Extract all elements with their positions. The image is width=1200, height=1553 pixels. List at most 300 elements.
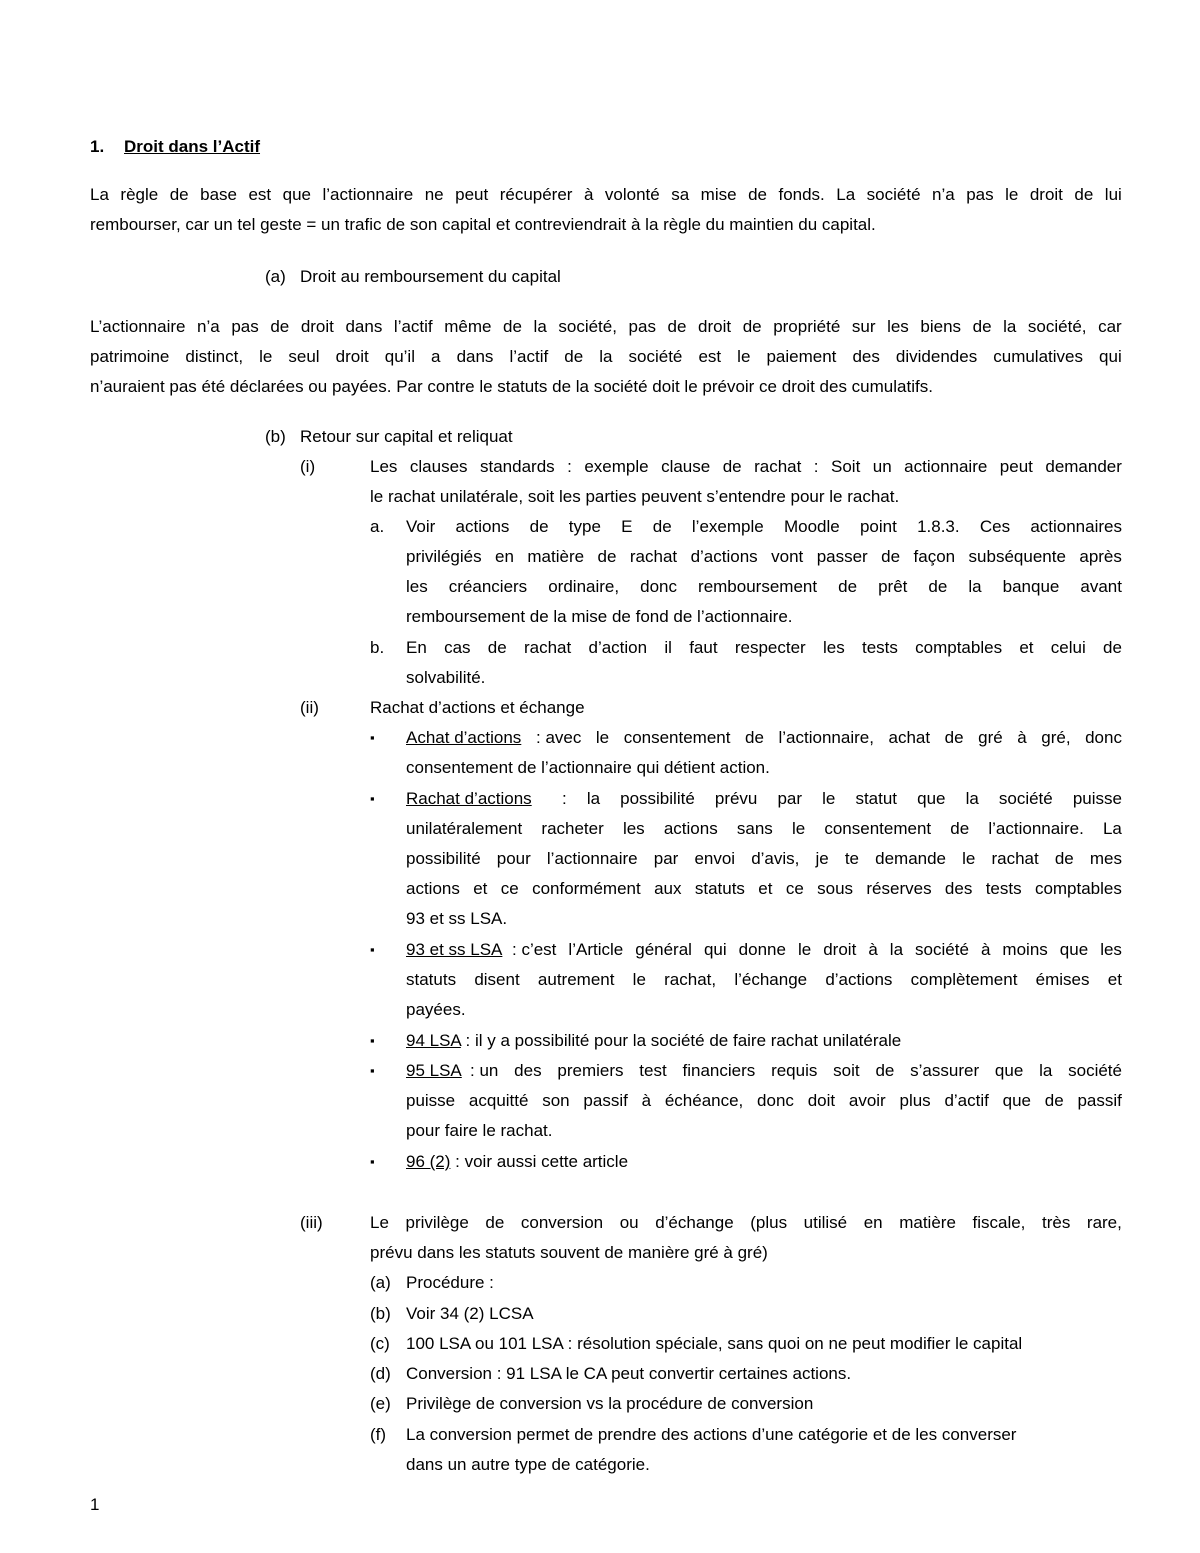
word: d’actions: [690, 547, 758, 566]
word: distinct,: [185, 347, 244, 366]
word: de: [485, 1213, 505, 1232]
bullet-2-line-2: [406, 818, 1122, 840]
bullet-marker: ▪: [370, 1063, 375, 1078]
roman-iii-item-f-line-2: dans un autre type de catégorie.: [406, 1455, 650, 1474]
word: disent: [474, 970, 520, 989]
word: est: [698, 347, 722, 366]
word: de: [1044, 1091, 1064, 1110]
word: remboursement: [698, 577, 818, 596]
word: mes: [1089, 849, 1122, 868]
word: La: [1102, 819, 1122, 838]
word: un: [872, 457, 892, 476]
word: sa: [671, 185, 690, 204]
roman-iii-line-1: [370, 1212, 1122, 1234]
roman-i-b-marker: b.: [370, 638, 385, 657]
word: le: [595, 728, 610, 747]
intro-line-1: [90, 184, 1122, 206]
word: fiscale,: [972, 1213, 1026, 1232]
roman-iii-item-text: Privilège de conversion vs la procédure de conversion: [406, 1394, 814, 1413]
word: à: [980, 940, 991, 959]
bullet-2-line-5: 93 et ss LSA.: [406, 909, 508, 928]
word: Ces: [979, 517, 1011, 536]
word: En: [406, 638, 427, 657]
word: exemple: [584, 457, 649, 476]
bullet-3-label: 93 et ss LSA: [406, 940, 503, 959]
para-a-line-2: [90, 346, 1122, 368]
word: rare,: [1086, 1213, 1122, 1232]
word: possibilité: [620, 789, 695, 808]
word: achat: [888, 728, 931, 747]
roman-iii-item-marker: (e): [370, 1394, 391, 1413]
word: de: [972, 317, 992, 336]
word: seul: [288, 347, 320, 366]
word: comptables: [915, 638, 1003, 657]
word: société: [866, 185, 921, 204]
word: moins: [1002, 940, 1048, 959]
sub-b-title: Retour sur capital et reliquat: [300, 427, 513, 446]
word: prêt: [878, 577, 908, 596]
word: d’actions: [825, 970, 893, 989]
word: le: [737, 347, 751, 366]
roman-iii-item-text: Procédure :: [406, 1273, 494, 1292]
word: est: [248, 185, 272, 204]
word: point: [859, 517, 897, 536]
page-number: 1: [90, 1495, 100, 1514]
word: statuts: [694, 879, 745, 898]
word: que: [917, 789, 946, 808]
word: les: [1100, 940, 1122, 959]
word: de: [745, 728, 764, 747]
word: d’avis,: [751, 849, 800, 868]
roman-iii-item-text: 100 LSA ou 101 LSA : résolution spéciale, sans quoi on ne peut modifier le capital: [406, 1334, 1023, 1353]
word: société: [998, 789, 1053, 808]
word: des: [514, 1061, 542, 1080]
word: des: [944, 879, 973, 898]
word: volonté: [604, 185, 660, 204]
word: passif: [583, 1091, 628, 1110]
word: des: [852, 347, 880, 366]
word: d’échange: [655, 1213, 734, 1232]
word: : c’est: [512, 940, 557, 959]
roman-iii-item-text: La conversion permet de prendre des actions d’une catégorie et de les converser: [406, 1425, 1017, 1444]
bullet-1-label: Achat d’actions: [406, 728, 522, 747]
word: vont: [771, 547, 804, 566]
word: le: [259, 347, 273, 366]
word: type: [568, 517, 601, 536]
bullet-3-line-1: [512, 939, 1122, 961]
word: peut: [455, 185, 489, 204]
word: patrimoine: [90, 347, 170, 366]
word: droit: [335, 347, 369, 366]
word: prévu: [714, 789, 758, 808]
section-number: 1.: [90, 137, 105, 156]
word: de: [169, 185, 189, 204]
roman-i-line-1: [370, 456, 1122, 478]
bullet-marker: ▪: [370, 1154, 375, 1169]
word: la: [968, 577, 982, 596]
word: le: [632, 970, 646, 989]
bullet-6-text: : voir aussi cette article: [450, 1152, 629, 1171]
word: l’actionnaire,: [778, 728, 874, 747]
word: son: [542, 1091, 570, 1110]
word: Le: [370, 1213, 389, 1232]
word: société: [915, 940, 969, 959]
word: et: [758, 879, 773, 898]
word: et: [1107, 970, 1122, 989]
word: n’a: [197, 317, 220, 336]
section-title: Droit dans l’Actif: [124, 137, 261, 156]
word: droit: [823, 940, 857, 959]
word: La: [90, 185, 109, 204]
word: de: [950, 819, 970, 838]
roman-i-a-line-1: [406, 516, 1122, 538]
word: utilisé: [803, 1213, 848, 1232]
word: fonds.: [778, 185, 825, 204]
word: s’assurer: [910, 1061, 980, 1080]
word: ce: [500, 879, 519, 898]
bullet-5-line-2: [406, 1090, 1122, 1112]
word: l’échange: [734, 970, 808, 989]
word: de: [944, 728, 964, 747]
word: créanciers: [448, 577, 528, 596]
roman-iii-item-text: Voir 34 (2) LCSA: [406, 1304, 534, 1323]
word: ce: [785, 879, 804, 898]
word: le: [822, 789, 836, 808]
word: Moodle: [783, 517, 840, 536]
word: donc: [640, 577, 677, 596]
word: :: [562, 789, 567, 808]
word: statuts: [406, 970, 457, 989]
roman-iii-item-marker: (f): [370, 1425, 387, 1444]
word: passer: [816, 547, 868, 566]
word: les: [622, 819, 645, 838]
word: complètement: [910, 970, 1018, 989]
word: pour: [496, 849, 531, 868]
word: de: [487, 638, 507, 657]
para-a-line-1: [90, 316, 1122, 338]
bullet-5-line-1: [470, 1060, 1122, 1082]
word: société,: [1027, 317, 1087, 336]
word: pas: [231, 317, 259, 336]
word: actionnaires: [1030, 517, 1122, 536]
word: mise: [700, 185, 737, 204]
bullet-marker: ▪: [370, 730, 375, 745]
word: le: [791, 819, 806, 838]
word: par: [777, 789, 803, 808]
word: très: [1041, 1213, 1071, 1232]
para-a-line-3: n’auraient pas été déclarées ou payées. Par contre le statuts de la société doit le prévoir ce droit des cumulatifs.: [90, 377, 933, 396]
word: société,: [558, 317, 617, 336]
word: à: [1017, 728, 1027, 747]
word: conformément: [532, 879, 641, 898]
word: en: [863, 1213, 883, 1232]
word: la: [599, 347, 613, 366]
word: puisse: [406, 1091, 456, 1110]
word: que: [1059, 940, 1089, 959]
roman-i-a-line-3: [406, 576, 1122, 598]
word: donc: [1085, 728, 1122, 747]
bullet-1-line-1: [536, 727, 1122, 749]
word: unilatéralement: [406, 819, 523, 838]
word: par: [653, 849, 679, 868]
word: à: [641, 1091, 652, 1110]
roman-iii-item-marker: (a): [370, 1273, 391, 1292]
word: droit: [698, 317, 732, 336]
word: donc: [757, 1091, 794, 1110]
word: paiement: [766, 347, 837, 366]
bullet-6-label: 96 (2): [406, 1152, 451, 1171]
word: que: [282, 185, 312, 204]
bullet-3-line-2: [406, 969, 1122, 991]
bullet-2-line-3: [406, 848, 1122, 870]
word: de: [881, 547, 901, 566]
word: consentement: [824, 819, 932, 838]
word: les: [887, 317, 909, 336]
roman-iii-item-marker: (d): [370, 1364, 391, 1383]
word: n’a: [932, 185, 955, 204]
word: le: [797, 940, 812, 959]
word: base: [200, 185, 237, 204]
word: de: [597, 547, 617, 566]
word: réserves: [866, 879, 932, 898]
sub-a-title: Droit au remboursement du capital: [300, 267, 561, 286]
word: avoir: [848, 1091, 886, 1110]
word: qui: [703, 940, 727, 959]
word: droit: [300, 317, 334, 336]
word: celui: [1050, 638, 1086, 657]
bullet-marker: ▪: [370, 1033, 375, 1048]
word: envoi: [694, 849, 736, 868]
roman-i-marker: (i): [300, 457, 316, 476]
word: récupérer: [499, 185, 573, 204]
bullet-marker: ▪: [370, 942, 375, 957]
word: de: [270, 317, 290, 336]
bullet-4: [406, 1030, 901, 1052]
word: la: [586, 789, 601, 808]
word: demander: [1045, 457, 1122, 476]
word: possibilité: [406, 849, 481, 868]
bullet-2-line-4: [406, 878, 1122, 900]
roman-ii-marker: (ii): [300, 698, 319, 717]
word: rachat,: [664, 970, 717, 989]
word: que: [994, 1061, 1024, 1080]
word: de: [1054, 849, 1074, 868]
word: la: [965, 789, 979, 808]
word: les: [822, 638, 845, 657]
word: privilégiés: [406, 547, 482, 566]
word: rachat: [991, 849, 1039, 868]
word: puisse: [1072, 789, 1122, 808]
roman-iii-line-2: prévu dans les statuts souvent de manière gré à gré): [370, 1243, 768, 1262]
word: demande: [875, 849, 947, 868]
word: 1.8.3.: [917, 517, 960, 536]
roman-i-a-marker: a.: [370, 517, 385, 536]
word: droit: [1029, 185, 1063, 204]
word: dans: [345, 317, 383, 336]
word: après: [1079, 547, 1122, 566]
word: (plus: [750, 1213, 788, 1232]
word: et: [1019, 638, 1034, 657]
word: règle: [120, 185, 159, 204]
word: dans: [456, 347, 494, 366]
word: de: [1074, 185, 1094, 204]
word: pas: [628, 317, 656, 336]
word: test: [639, 1061, 667, 1080]
bullet-4-label: 94 LSA: [406, 1031, 461, 1050]
word: gré,: [1041, 728, 1071, 747]
word: il: [664, 638, 672, 657]
roman-iii-item-marker: (b): [370, 1304, 391, 1323]
bullet-5-label: 95 LSA: [406, 1061, 462, 1080]
sub-b-marker: (b): [265, 427, 286, 446]
word: même: [444, 317, 492, 336]
word: sans: [736, 819, 773, 838]
word: société: [1068, 1061, 1122, 1080]
word: que: [1002, 1091, 1032, 1110]
word: : un: [470, 1061, 499, 1080]
word: de: [748, 185, 767, 204]
word: l’actionnaire.: [988, 819, 1084, 838]
word: :: [813, 457, 819, 476]
word: le: [1005, 185, 1019, 204]
word: Les: [370, 457, 398, 476]
word: de: [503, 317, 522, 336]
word: en: [495, 547, 514, 566]
word: cumulatives: [993, 347, 1083, 366]
word: émises: [1035, 970, 1090, 989]
word: donne: [738, 940, 786, 959]
word: soit: [833, 1061, 860, 1080]
word: général: [635, 940, 692, 959]
word: de: [838, 577, 858, 596]
roman-i-b-line-2: solvabilité.: [406, 668, 486, 687]
roman-iii-item-text: Conversion : 91 LSA le CA peut convertir certaines actions.: [406, 1364, 852, 1383]
bullet-5-line-3: pour faire le rachat.: [406, 1121, 553, 1140]
bullet-6: [406, 1151, 628, 1173]
word: l’actionnaire: [322, 185, 414, 204]
word: ne: [424, 185, 444, 204]
word: de: [564, 347, 584, 366]
word: rachat: [629, 547, 678, 566]
word: consentement: [623, 728, 731, 747]
word: de: [1103, 638, 1122, 657]
word: aux: [654, 879, 682, 898]
word: l’exemple: [691, 517, 764, 536]
word: gré: [978, 728, 1003, 747]
word: La: [836, 185, 856, 204]
bullet-2-line-1: [562, 788, 1122, 810]
word: le: [962, 849, 976, 868]
word: L’actionnaire: [90, 317, 186, 336]
word: doit: [807, 1091, 836, 1110]
roman-i-b-line-1: [406, 637, 1122, 659]
word: conversion: [520, 1213, 604, 1232]
word: requis: [771, 1061, 818, 1080]
bullet-4-text: : il y a possibilité pour la société de faire rachat unilatérale: [460, 1031, 902, 1050]
roman-iii-item-marker: (c): [370, 1334, 390, 1353]
word: plus: [899, 1091, 931, 1110]
word: biens: [920, 317, 962, 336]
word: la: [1003, 317, 1017, 336]
word: :: [567, 457, 572, 476]
word: la: [533, 317, 547, 336]
word: faut: [689, 638, 718, 657]
word: acquitté: [468, 1091, 529, 1110]
word: respecter: [734, 638, 806, 657]
word: rachat: [754, 457, 802, 476]
word: ou: [619, 1213, 639, 1232]
word: pas: [966, 185, 994, 204]
word: banque: [1002, 577, 1060, 596]
word: autrement: [537, 970, 615, 989]
word: de: [742, 317, 762, 336]
word: E: [621, 517, 633, 536]
word: passif: [1077, 1091, 1122, 1110]
word: l’actionnaire: [546, 849, 638, 868]
word: rachat: [523, 638, 572, 657]
word: propriété: [773, 317, 841, 336]
word: sous: [817, 879, 854, 898]
word: subséquente: [968, 547, 1066, 566]
word: financiers: [682, 1061, 756, 1080]
word: ordinaire,: [548, 577, 620, 596]
word: les: [406, 577, 428, 596]
word: standards: [480, 457, 555, 476]
roman-iii-marker: (iii): [300, 1213, 323, 1232]
word: de: [875, 1061, 895, 1080]
word: d’action: [588, 638, 648, 657]
word: te: [844, 849, 860, 868]
word: à: [868, 940, 878, 959]
word: racheter: [541, 819, 604, 838]
sub-a-marker: (a): [265, 267, 286, 286]
word: comptables: [1034, 879, 1122, 898]
intro-line-2: rembourser, car un tel geste = un trafic de son capital et contreviendrait à la règle du maintien du capital.: [90, 215, 876, 234]
roman-i-a-line-2: [406, 546, 1122, 568]
word: tests: [861, 638, 898, 657]
word: clauses: [409, 457, 468, 476]
word: clause: [661, 457, 711, 476]
word: la: [889, 940, 904, 959]
word: actions: [406, 879, 460, 898]
word: actions: [455, 517, 510, 536]
word: qui: [1099, 347, 1122, 366]
word: tests: [985, 879, 1022, 898]
roman-i-line-2: le rachat unilatérale, soit les parties peuvent s’entendre pour le rachat.: [370, 487, 900, 506]
word: sur: [851, 317, 876, 336]
word: peut: [999, 457, 1033, 476]
word: à: [583, 185, 594, 204]
word: de: [928, 577, 948, 596]
word: d’actif: [944, 1091, 989, 1110]
word: dividendes: [895, 347, 978, 366]
word: statut: [855, 789, 898, 808]
word: Voir: [406, 517, 436, 536]
word: de: [652, 517, 672, 536]
word: de: [529, 517, 549, 536]
word: façon: [913, 547, 956, 566]
bullet-1-line-2: consentement de l’actionnaire qui détient action.: [406, 758, 770, 777]
word: : avec: [536, 728, 582, 747]
roman-ii-title: Rachat d’actions et échange: [370, 698, 585, 717]
word: qu’il: [384, 347, 415, 366]
word: car: [1098, 317, 1122, 336]
word: de: [722, 457, 742, 476]
word: échéance,: [664, 1091, 744, 1110]
bullet-marker: ▪: [370, 791, 375, 806]
word: a: [431, 347, 441, 366]
word: premiers: [557, 1061, 624, 1080]
